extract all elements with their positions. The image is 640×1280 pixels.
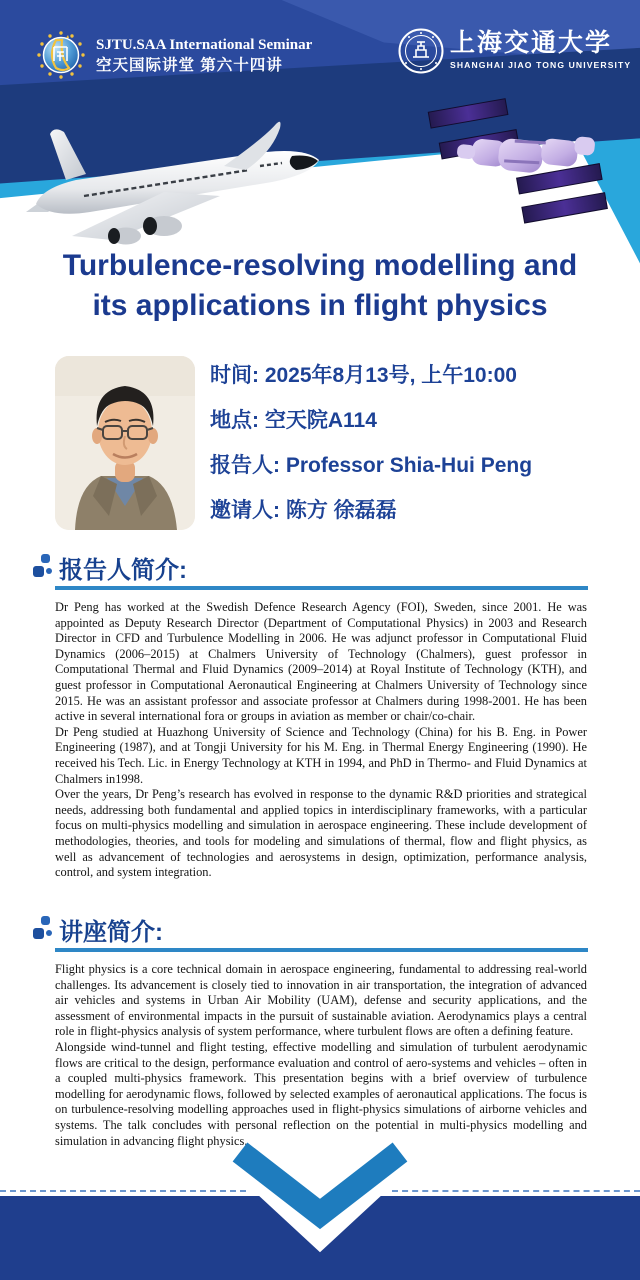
bio-section-heading — [33, 550, 613, 586]
bio-paragraph: Dr Peng studied at Huazhong University of Science and Technology (China) for his B. Eng. in Power Engineering (1987), and at Tongji University for his M. Eng. in Thermal Energy Engineering (1990). He received his Tech. Lic. in Energy Technology at KTH in 1994, and PhD in Thermo- and Fluid Dynamics at Chalmers in1998. — [55, 724, 587, 786]
abstract-heading-rule — [55, 948, 588, 952]
series-title-block — [96, 36, 312, 76]
detail-time: 时间: 2025年8月13号, 上午10:00 — [210, 364, 517, 387]
detail-speaker: 报告人: Professor Shia-Hui Peng — [210, 454, 533, 477]
airplane-illustration — [14, 108, 359, 248]
section-bullet-icon — [33, 916, 53, 942]
section-bullet-icon — [33, 554, 53, 580]
university-name-block — [450, 30, 631, 70]
footer-dashed-rule-left — [0, 1190, 246, 1192]
detail-venue: 地点: 空天院A114 — [210, 409, 377, 432]
university-name-en: SHANGHAI JIAO TONG UNIVERSITY — [450, 60, 632, 70]
seminar-details — [210, 362, 630, 542]
footer-dashed-rule-right — [392, 1190, 640, 1192]
seminar-title — [0, 246, 640, 326]
abstract-section-heading — [33, 912, 613, 948]
sjtu-seal-icon — [398, 28, 444, 74]
bio-heading-label: 报告人简介: — [59, 557, 187, 584]
abstract-paragraph: Alongside wind-tunnel and flight testing, effective modelling and simulation of turbulent aerodynamic flows are critical to the design, performance evaluation and control of aero-systems and vehicles – often in a coupled multi-physics framework. This presentation begins with a brief overview of turbulence modelling for aerodynamic flows, followed by selected examples of aeronautical applications. The focus is on turbulence-resolving modelling approaches used in flight-physics simulations of airborne vehicles and systems. The talk concludes with personal reflection on the potential in multi-physics modelling and simulation in advancing flight physics. — [55, 1039, 587, 1148]
seminar-title-line1: Turbulence-resolving modelling and — [62, 249, 578, 282]
bio-paragraph: Dr Peng has worked at the Swedish Defence Research Agency (FOI), Sweden, since 2001. He was appointed as Deputy Research Director (Department of Computational Physics) in 2003 and Research Director in CFD and Turbulence Modelling in 2006. He was adjunct professor in Computational Fluid Dynamics (2006–2015) at Chalmers University of Technology (Chalmers), guest professor in Computational Thermal and Fluid Dynamics (2009–2014) at Royal Institute of Technology (KTH), and guest professor in Computational Aeronautical Engineering at Chalmers University of Technology since 2015. He was an assistant professor and associate professor at Chalmers during 1998-2001. He has been active in several international fora or groups in aviation as member or chair/co-chair. — [55, 600, 587, 724]
bio-heading-rule — [55, 586, 588, 590]
hero-banner — [0, 0, 640, 266]
speaker-portrait-graphic — [55, 356, 195, 530]
university-name-zh: 上海交通大学 — [450, 30, 613, 57]
bio-paragraph: Over the years, Dr Peng’s research has evolved in response to the dynamic R&D priorities and strategical needs, addressing both fundamental and applied topics in interdisciplinary frameworks, with a particular focus on multi-physics modelling and simulation in aerospace engineering. These include development of methodologies, theories, and tools for modeling and simulations of thermal, flow and flight physics, as well as advancement of technologies and aerosystems in design, optimization, performance analysis, control, and system integration. — [55, 787, 587, 880]
series-title-zh: 空天国际讲堂 第六十四讲 — [96, 57, 283, 74]
series-title-en: SJTU.SAA International Seminar — [96, 37, 313, 53]
abstract-heading-label: 讲座简介: — [59, 919, 163, 946]
abstract-paragraph: Flight physics is a core technical domain in aerospace engineering, fundamental to addressing real-world challenges. Its advancement is closely tied to innovation in air transportation, the integration of advanced air vehicles and systems in Urban Air Mobility (UAM), defense and security applications, and the assessment of environmental impacts in the pursuit of sustainable aviation. Aerodynamics plays a central role in flight-physics analysis of system performance, where turbulent flows are often a defining feature. — [55, 962, 587, 1039]
speaker-photo — [55, 356, 195, 530]
chevron-down-icon — [228, 1134, 412, 1246]
abstract-text — [55, 962, 587, 1149]
seminar-title-line2: its applications in flight physics — [92, 289, 548, 322]
detail-host: 邀请人: 陈方 徐磊磊 — [210, 499, 397, 522]
bio-text — [55, 600, 587, 881]
satellite-illustration — [412, 86, 617, 241]
seminar-badge-icon — [36, 30, 86, 80]
